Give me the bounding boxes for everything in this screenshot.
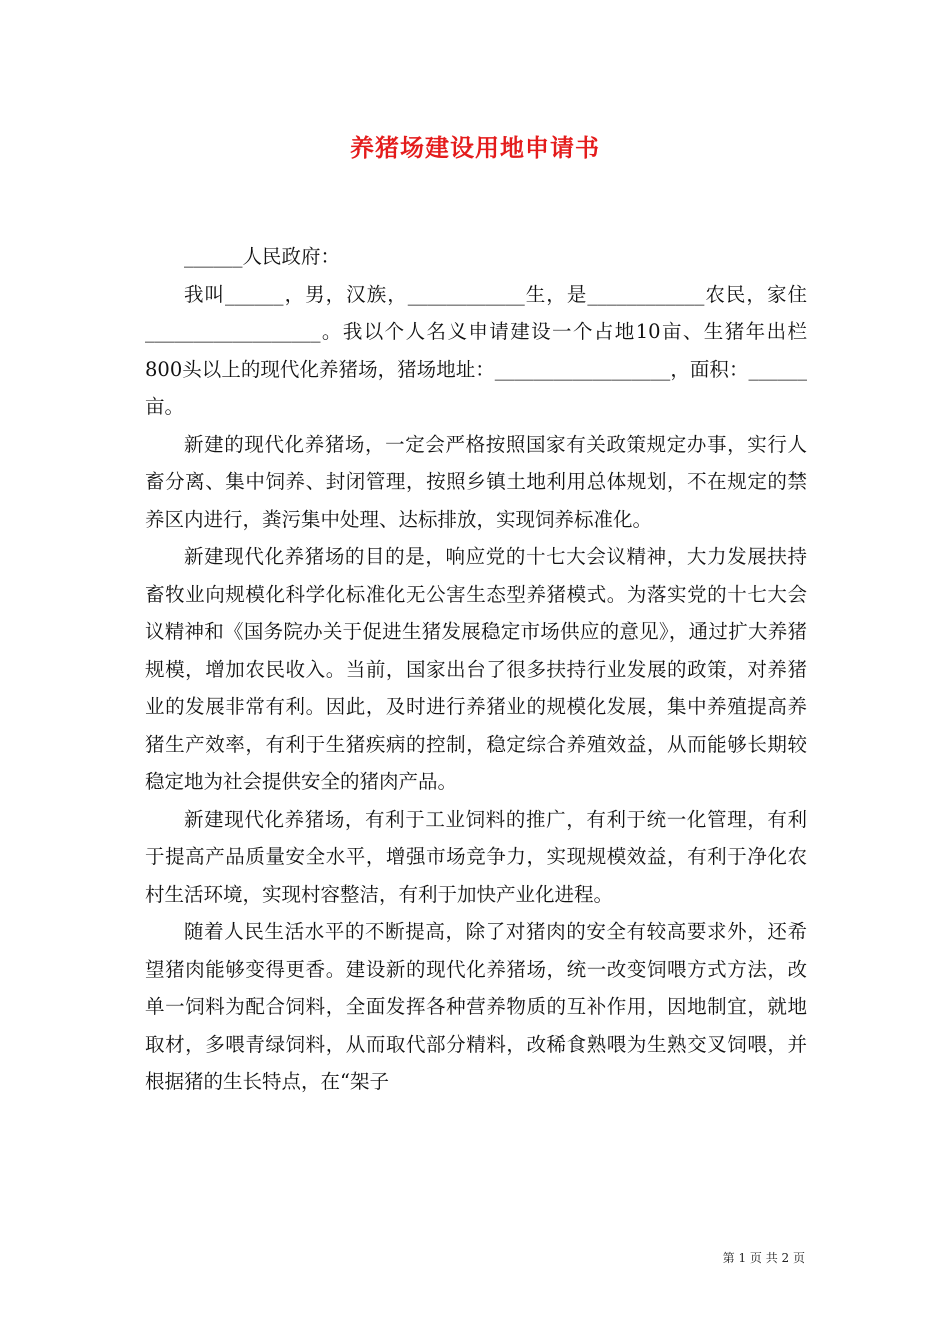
document-title: 养猪场建设用地申请书 bbox=[350, 133, 600, 162]
paragraph-compliance: 新建的现代化养猪场，一定会严格按照国家有关政策规定办事，实行人畜分离、集中饲养、封闭管理，按照乡镇土地利用总体规划，不在规定的禁养区内进行，粪污集中处理、达标排放，实现饲养标准化。 bbox=[145, 432, 807, 531]
paragraph-benefits: 新建现代化养猪场，有利于工业饲料的推广，有利于统一化管理，有利于提高产品质量安全水平，增强市场竞争力，实现规模效益，有利于净化农村生活环境，实现村容整洁，有利于加快产业化进程。 bbox=[145, 807, 807, 906]
paragraph-purpose: 新建现代化养猪场的目的是，响应党的十七大会议精神，大力发展扶持畜牧业向规模化科学化标准化无公害生态型养猪模式。为落实党的十七大会议精神和《国务院办关于促进生猪发展稳定市场供应的意见》，通过扩大养猪规模，增加农民收入。当前，国家出台了很多扶持行业发展的政策，对养猪业的发展非常有利。因此，及时进行养猪业的规模化发展，集中养殖提高养猪生产效率，有利于生猪疾病的控制，稳定综合养殖效益，从而能够长期较稳定地为社会提供安全的猪肉产品。 bbox=[145, 545, 807, 793]
salutation: ______人民政府： bbox=[184, 245, 341, 268]
document-body bbox=[145, 238, 807, 1101]
paragraph-applicant-info: 我叫______，男，汉族，____________生，是____________农民，家住__________________。我以个人名义申请建设一个占地10亩、生猪年出栏800头以上的现代化养猪场，猪场地址：__________________，面积：______亩。 bbox=[145, 282, 807, 418]
page-indicator: 第 1 页 共 2 页 bbox=[722, 1251, 805, 1265]
paragraph-feeding: 随着人民生活水平的不断提高，除了对猪肉的安全有较高要求外，还希望猪肉能够变得更香。建设新的现代化养猪场，统一改变饲喂方式方法，改单一饲料为配合饲料，全面发挥各种营养物质的互补作用，因地制宜，就地取材，多喂青绿饲料，从而取代部分精料，改稀食熟喂为生熟交叉饲喂，并根据猪的生长特点，在“架子 bbox=[145, 920, 807, 1093]
